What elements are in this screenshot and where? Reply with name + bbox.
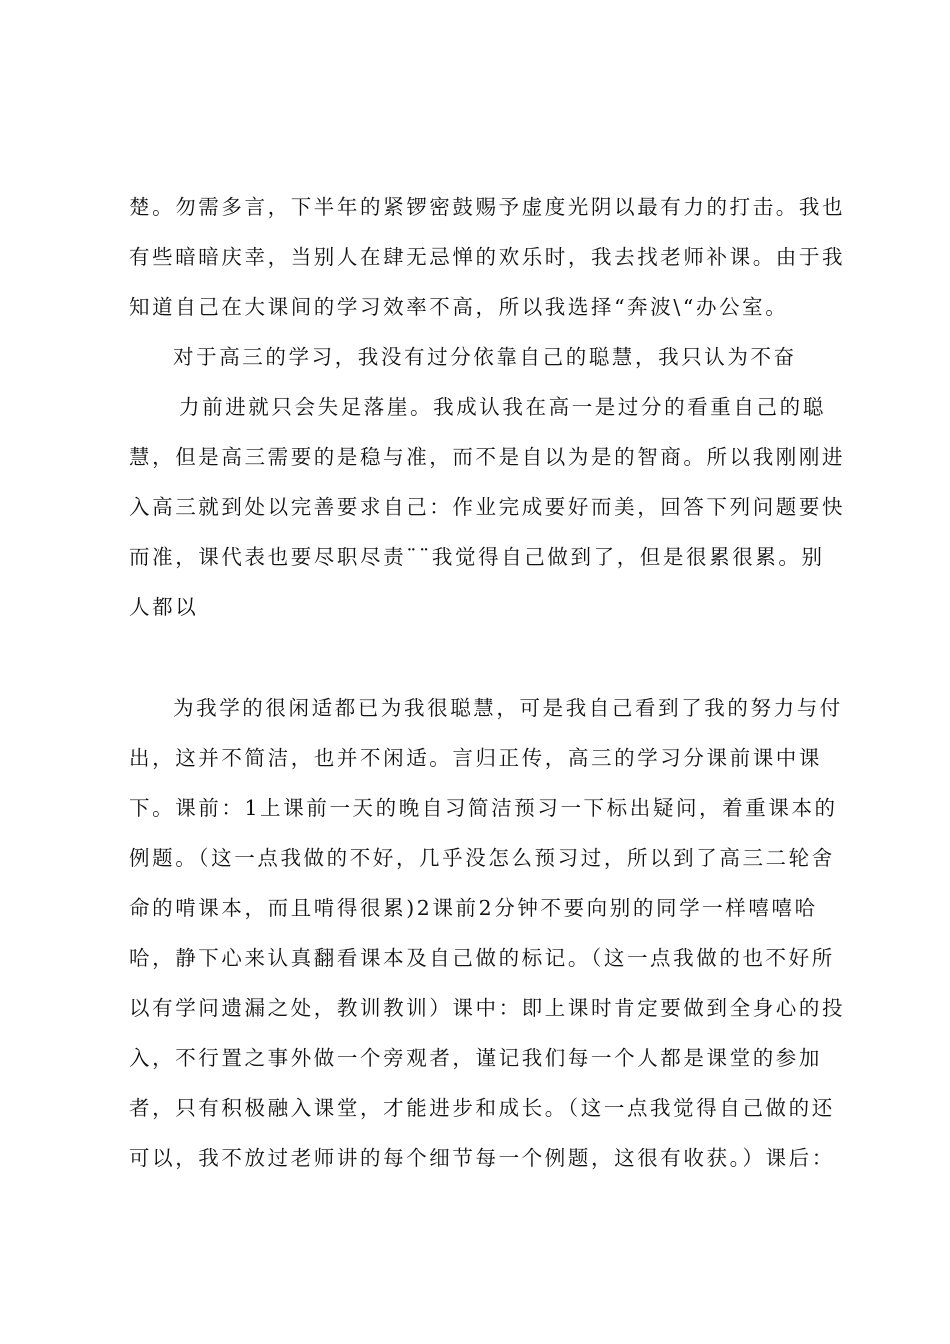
text-line: 入高三就到处以完善要求自己：作业完成要好而美，回答下列问题要快 xyxy=(129,495,846,519)
text-line: 楚。勿需多言，下半年的紧锣密鼓赐予虚度光阴以最有力的打击。我也 xyxy=(129,195,846,219)
text-line: 力前进就只会失足落崖。我成认我在高一是过分的看重自己的聪 xyxy=(179,395,826,419)
text-line: 入，不行置之事外做一个旁观者，谨记我们每一个人都是课堂的参加 xyxy=(129,1046,822,1070)
text-line: 命的啃课本，而且啃得很累)2课前2分钟不要向别的同学一样嘻嘻哈 xyxy=(129,896,818,920)
text-line: 例题。（这一点我做的不好，几乎没怎么预习过，所以到了高三二轮舍 xyxy=(129,846,835,870)
paragraph-start-line: 对于高三的学习，我没有过分依靠自己的聪慧，我只认为不奋 xyxy=(173,345,797,369)
text-line: 可以，我不放过老师讲的每个细节每一个例题，这很有收获。）课后： xyxy=(129,1146,835,1170)
text-line: 以有学问遗漏之处，教训教训）课中：即上课时肯定要做到全身心的投 xyxy=(129,996,846,1020)
text-line: 出，这并不简洁，也并不闲适。言归正传，高三的学习分课前课中课 xyxy=(129,746,822,770)
text-line: 而准，课代表也要尽职尽责¨¨我觉得自己做到了，但是很累很累。别 xyxy=(129,545,825,569)
text-line: 知道自己在大课间的学习效率不高，所以我选择“奔波\“办公室。 xyxy=(129,295,789,319)
text-line: 者，只有积极融入课堂，才能进步和成长。（这一点我觉得自己做的还 xyxy=(129,1096,835,1120)
paragraph-start-line: 为我学的很闲适都已为我很聪慧，可是我自己看到了我的努力与付 xyxy=(173,696,843,720)
text-line: 人都以 xyxy=(129,595,199,619)
text-line: 哈，静下心来认真翻看课本及自己做的标记。（这一点我做的也不好所 xyxy=(129,946,835,970)
text-line: 有些暗暗庆幸，当别人在肆无忌惮的欢乐时，我去找老师补课。由于我 xyxy=(129,245,846,269)
text-line: 慧，但是高三需要的是稳与准，而不是自以为是的智商。所以我刚刚进 xyxy=(129,445,846,469)
text-line: 下。课前：1上课前一天的晚自习简洁预习一下标出疑问，着重课本的 xyxy=(129,796,838,820)
